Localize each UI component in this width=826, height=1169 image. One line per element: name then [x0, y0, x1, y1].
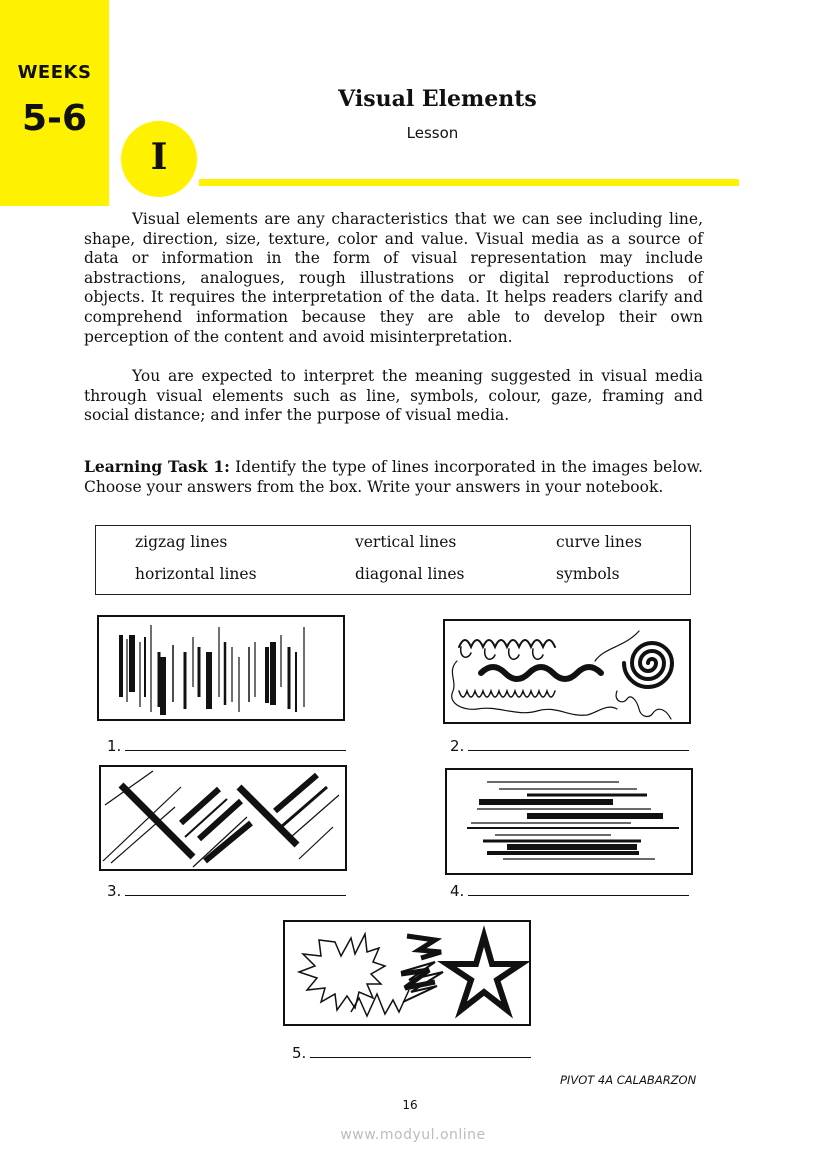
objective-paragraph: You are expected to interpret the meaning suggested in visual media through visual elements such as line, symbols, colour, gaze, framing and social distance; and infer the purpose of visual media.: [84, 367, 703, 425]
choice-zigzag: zigzag lines: [135, 533, 228, 551]
vertical-lines-illustration: [99, 617, 343, 719]
curve-lines-illustration: [445, 621, 689, 722]
answer-2[interactable]: 2.: [450, 736, 689, 755]
answer-4[interactable]: 4.: [450, 881, 689, 900]
answer-1-blank[interactable]: [125, 736, 346, 751]
choice-diagonal: diagonal lines: [355, 565, 465, 583]
title-rule: [199, 179, 739, 186]
intro-paragraph: Visual elements are any characteristics that we can see including line, shape, direction, size, texture, color and value. Visual media as a source of data or information in the form of visual representation may include abstractions, analogues, rough illustrations or digital reproductions of objects. It requires the interpretation of the data. It helps readers clarify and comprehend information because they are able to develop their own perception of the content and avoid misinterpretation.: [84, 210, 703, 346]
task-paragraph: [84, 457, 703, 497]
task-label: Learning Task 1:: [84, 457, 230, 476]
choice-curve: curve lines: [556, 533, 642, 551]
answer-5-blank[interactable]: [310, 1043, 531, 1058]
zigzag-lines-illustration: [285, 922, 529, 1024]
answer-3[interactable]: 3.: [107, 881, 346, 900]
choice-horizontal: horizontal lines: [135, 565, 257, 583]
answer-5[interactable]: 5.: [292, 1043, 531, 1062]
horizontal-lines-illustration: [447, 770, 691, 873]
choice-symbols: symbols: [556, 565, 620, 583]
diagonal-lines-illustration: [101, 767, 345, 869]
answer-4-blank[interactable]: [468, 881, 689, 896]
figure-curve-lines: [443, 619, 691, 724]
answer-3-blank[interactable]: [125, 881, 346, 896]
section-letter: I: [150, 136, 168, 178]
figure-zigzag-lines: [283, 920, 531, 1026]
figure-diagonal-lines: [99, 765, 347, 871]
task-instructions: Identify the type of lines incorporated in the images below. Choose your answers from the box. Write your answers in your notebook.: [84, 458, 703, 496]
page-number: 16: [402, 1098, 418, 1112]
watermark: www.modyul.online: [340, 1127, 486, 1143]
footer-source: PIVOT 4A CALABARZON: [560, 1073, 697, 1087]
figure-horizontal-lines: [445, 768, 693, 875]
answer-2-blank[interactable]: [468, 736, 689, 751]
choice-vertical: vertical lines: [355, 533, 457, 551]
weeks-number: 5-6: [21, 98, 88, 139]
answer-1[interactable]: 1.: [107, 736, 346, 755]
figure-vertical-lines: [97, 615, 345, 721]
page-title: Visual Elements: [338, 86, 537, 112]
page-subtitle: Lesson: [406, 124, 459, 142]
weeks-label: WEEKS: [17, 62, 92, 83]
